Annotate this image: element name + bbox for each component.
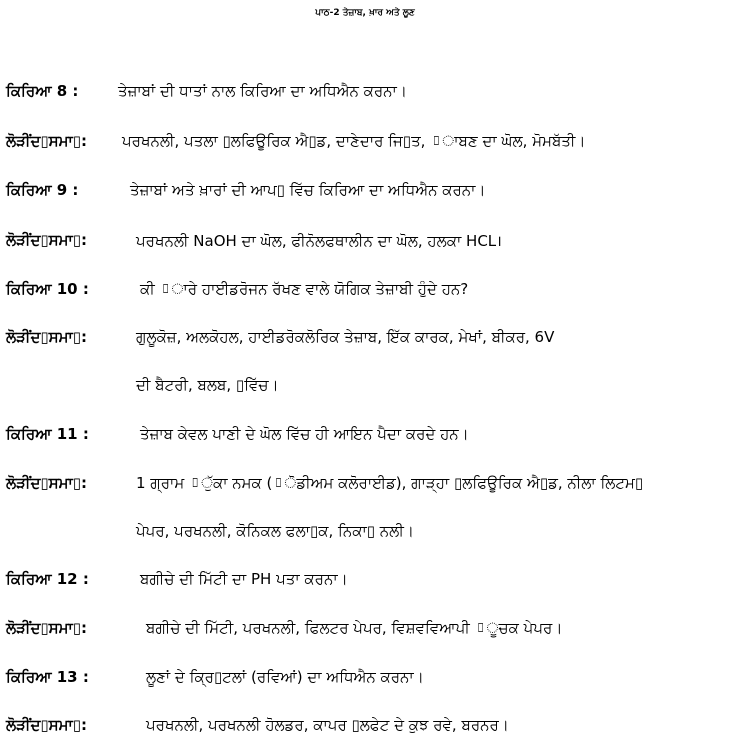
activity-12-text: ਬਗੀਚੇ ਦੀ ਮਿੱਟੀ ਦਾ PH ਪਤਾ ਕਰਨਾ। [140, 570, 348, 588]
activity-8-label: ਕਿਰਿਆ 8 : [6, 82, 79, 100]
activity-12-materials-label: ਲੋੜੀਂਦ▯ਸਮਾ▯: [6, 619, 88, 637]
activity-8-materials-label: ਲੋੜੀਂਦ▯ਸਮਾ▯: [6, 132, 88, 150]
activity-13-text: ਲੂਣਾਂ ਦੇ ਕ੍ਰਿ▯ਟਲਾਂ (ਰਵਿਆਂ) ਦਾ ਅਧਿਐਨ ਕਰਨਾ। [146, 668, 424, 686]
activity-11-materials-line2: ਪੇਪਰ, ਪਰਖਨਲੀ, ਕੋਨਿਕਲ ਫਲਾ▯ਕ, ਨਿਕਾ▯ ਨਲੀ। [136, 522, 414, 540]
activity-10-materials-line2: ਦੀ ਬੈਟਰੀ, ਬਲਬ, ▯ਵਿੱਚ। [136, 376, 279, 394]
activity-13-materials: ਪਰਖਨਲੀ, ਪਰਖਨਲੀ ਹੋਲਡਰ, ਕਾਪਰ ▯ਲਫੇਟ ਦੇ ਕੁਝ ਰਵੇ, ਬਰਨਰ। [146, 716, 509, 734]
activity-10-label: ਕਿਰਿਆ 10 : [6, 280, 89, 298]
activity-8-text: ਤੇਜ਼ਾਬਾਂ ਦੀ ਧਾਤਾਂ ਨਾਲ ਕਿਰਿਆ ਦਾ ਅਧਿਐਨ ਕਰਨਾ। [118, 82, 407, 100]
activity-10-text: ਕੀ ▯ਾਰੇ ਹਾਈਡਰੋਜਨ ਰੱਖਣ ਵਾਲੇ ਯੋਗਿਕ ਤੇਜ਼ਾਬੀ ਹੁੰਦੇ ਹਨ? [140, 280, 469, 298]
activity-11-text: ਤੇਜ਼ਾਬ ਕੇਵਲ ਪਾਣੀ ਦੇ ਘੋਲ ਵਿੱਚ ਹੀ ਆਇਨ ਪੈਦਾ ਕਰਦੇ ਹਨ। [140, 425, 469, 443]
activity-9-materials-label: ਲੋੜੀਂਦ▯ਸਮਾ▯: [6, 231, 88, 249]
activity-12-label: ਕਿਰਿਆ 12 : [6, 570, 89, 588]
activity-9-text: ਤੇਜ਼ਾਬਾਂ ਅਤੇ ਖ਼ਾਰਾਂ ਦੀ ਆਪ▯ ਵਿੱਚ ਕਿਰਿਆ ਦਾ ਅਧਿਐਨ ਕਰਨਾ। [130, 181, 486, 199]
activity-13-label: ਕਿਰਿਆ 13 : [6, 668, 89, 686]
activity-11-materials-line1: 1 ਗ੍ਰਾਮ ▯ੁੱਕਾ ਨਮਕ (▯ੋਡੀਅਮ ਕਲੋਰਾਈਡ), ਗਾੜ੍ਹਾ ▯ਲਫਿਊਰਿਕ ਐ▯ਡ, ਨੀਲਾ ਲਿਟਮ▯ [136, 474, 644, 492]
page-title: ਪਾਠ-2 ਤੇਜ਼ਾਬ, ਖ਼ਾਰ ਅਤੇ ਲੂਣ [315, 8, 415, 18]
activity-11-label: ਕਿਰਿਆ 11 : [6, 425, 89, 443]
activity-12-materials: ਬਗੀਚੇ ਦੀ ਮਿੱਟੀ, ਪਰਖਨਲੀ, ਫਿਲਟਰ ਪੇਪਰ, ਵਿਸ਼ਵਵਿਆਪੀ ▯ੂਚਕ ਪੇਪਰ। [146, 619, 563, 637]
activity-11-materials-label: ਲੋੜੀਂਦ▯ਸਮਾ▯: [6, 474, 88, 492]
activity-8-materials: ਪਰਖਨਲੀ, ਪਤਲਾ ▯ਲਫਿਊਰਿਕ ਐ▯ਡ, ਦਾਣੇਦਾਰ ਜਿ▯ਤ, ▯ਾਬਣ ਦਾ ਘੋਲ, ਮੋਮਬੱਤੀ। [122, 132, 586, 150]
activity-9-label: ਕਿਰਿਆ 9 : [6, 181, 79, 199]
activity-10-materials-line1: ਗੁਲੂਕੋਜ਼, ਅਲਕੋਹਲ, ਹਾਈਡਰੋਕਲੋਰਿਕ ਤੇਜ਼ਾਬ, ਇੱਕ ਕਾਰਕ, ਮੇਖਾਂ, ਬੀਕਰ, 6V [136, 328, 555, 346]
activity-13-materials-label: ਲੋੜੀਂਦ▯ਸਮਾ▯: [6, 716, 88, 734]
activity-9-materials: ਪਰਖਨਲੀ NaOH ਦਾ ਘੋਲ, ਫੀਨੋਲਫਥਾਲੀਨ ਦਾ ਘੋਲ, ਹਲਕਾ HCL। [136, 232, 502, 250]
activity-10-materials-label: ਲੋੜੀਂਦ▯ਸਮਾ▯: [6, 328, 88, 346]
